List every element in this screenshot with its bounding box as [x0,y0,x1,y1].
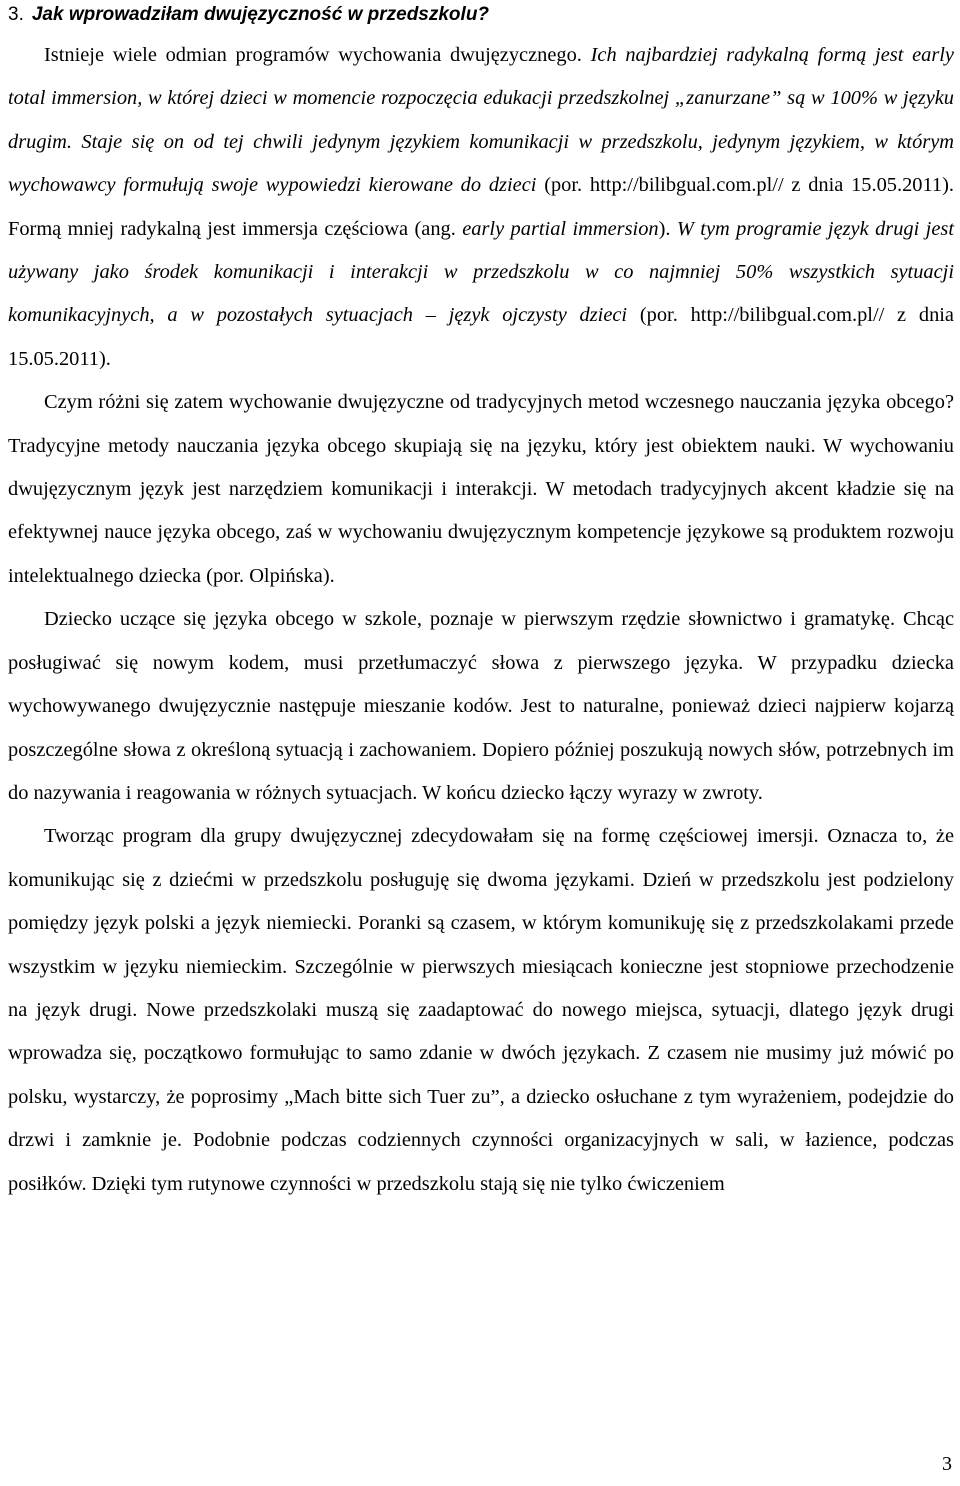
p1-italic-term: early partial immersion [462,217,659,240]
section-heading [8,2,489,28]
p1-italic-1: Ich najbardziej radykalną formą jest early total immersion, w której dzieci w momencie rozpoczęcia edukacji przedszkolnej „zanurzane” są w 100% w języku drugim. Staje się on od tej chwili jedynym językiem komunikacji w przedszkolu, jedynym językiem, w którym wychowawcy formułują swoje wypowiedzi kierowane do dzieci [8,44,954,197]
section-title: Jak wprowadziłam dwujęzyczność w przedszkolu? [31,4,490,25]
section-number: 3. [8,4,24,25]
p1-sentence-1: Istnieje wiele odmian programów wychowania dwujęzycznego. [44,44,591,66]
p1-close: ). [658,217,677,240]
p1-italic-2: W tym programie język drugi jest używany jako środek komunikacji i interakcji w przedszkolu w co najmniej 50% wszystkich sytuacji komunikacyjnych, a w pozostałych sytuacjach – język ojczysty dzieci [8,217,954,327]
p1-citation-1: (por. http://bilibgual.com.pl// z dnia 15.05.2011). Formą mniej radykalną jest immersja częściowa (ang. [8,174,954,240]
paragraph-3: Dziecko uczące się języka obcego w szkole, poznaje w pierwszym rzędzie słownictwo i gramatykę. Chcąc posługiwać się nowym kodem, musi przetłumaczyć słowa z pierwszego języka. W przypadku dziecka wychowywanego dwujęzycznie następuje mieszanie kodów. Jest to naturalne, ponieważ dzieci najpierw kojarzą poszczególne słowa z określoną sytuacją i zachowaniem. Dopiero później poszukują nowych słów, potrzebnych im do nazywania i reagowania w różnych sytuacjach. W końcu dziecko łączy wyrazy w zwroty. [8,608,954,804]
paragraph-2: Czym różni się zatem wychowanie dwujęzyczne od tradycyjnych metod wczesnego nauczania języka obcego? Tradycyjne metody nauczania języka obcego skupiają się na języku, który jest obiektem nauki. W wychowaniu dwujęzycznym język jest narzędziem komunikacji i interakcji. W metodach tradycyjnych akcent kładzie się na efektywnej nauce języka obcego, zaś w wychowaniu dwujęzycznym kompetencje językowe są produktem rozwoju intelektualnego dziecka (por. Olpińska). [8,391,954,587]
paragraph-1 [8,34,954,381]
page-number: 3 [942,1453,952,1475]
body-text [8,34,954,1206]
paragraph-4: Tworząc program dla grupy dwujęzycznej zdecydowałam się na formę częściowej imersji. Oznacza to, że komunikując się z dziećmi w przedszkolu posługuję się dwoma językami. Dzień w przedszkolu jest podzielony pomiędzy język polski a język niemiecki. Poranki są czasem, w którym komunikuję się z przedszkolakami przede wszystkim w języku niemieckim. Szczególnie w pierwszych miesiącach konieczne jest stopniowe przechodzenie na język drugi. Nowe przedszkolaki muszą się zaadaptować do nowego miejsca, sytuacji, dlatego język drugi wprowadza się, początkowo formułując to samo zdanie w dwóch językach. Z czasem nie musimy już mówić po polsku, wystarczy, że poprosimy „Mach bitte sich Tuer zu”, a dziecko osłuchane z tym wyrażeniem, podejdzie do drzwi i zamknie je. Podobnie podczas codziennych czynności organizacyjnych w sali, w łazience, podczas posiłków. Dzięki tym rutynowe czynności w przedszkolu stają się nie tylko ćwiczeniem [8,825,954,1195]
p1-citation-2: (por. http://bilibgual.com.pl// z dnia 15.05.2011). [8,304,954,370]
